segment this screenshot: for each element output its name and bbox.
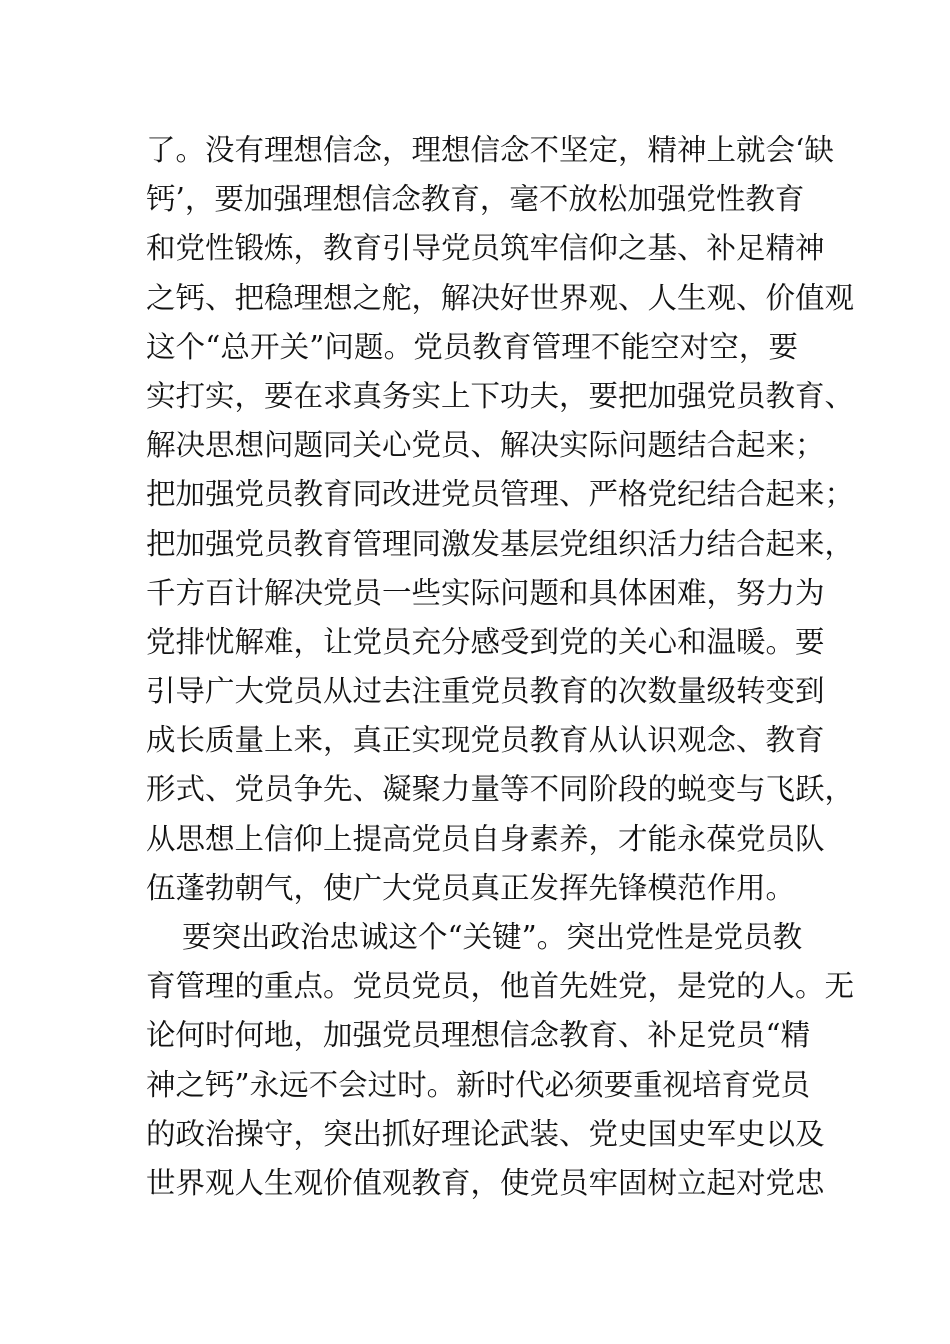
paragraph-first-line: 要突出政治忠诚这个“关键”。突出党性是党员教 [182,920,803,954]
text-line: 引导广大党员从过去注重党员教育的次数量级转变到 [146,674,825,709]
text-line: 千方百计解决党员一些实际问题和具体困难，努力为 [146,575,825,610]
text-line: 育管理的重点。党员党员，他首先姓党，是党的人。无 [146,969,855,1004]
text-line: 神之钙”永远不会过时。新时代必须要重视培育党员 [146,1067,811,1102]
body-text [146,126,855,1208]
text-line: 世界观人生观价值观教育，使党员牢固树立起对党忠 [146,1165,825,1200]
text-line: 伍蓬勃朝气，使广大党员真正发挥先锋模范作用。 [146,870,796,905]
text-line: 了。没有理想信念，理想信念不坚定，精神上就会‘缺 [146,133,834,167]
text-line: 从思想上信仰上提高党员自身素养，才能永葆党员队 [146,821,825,856]
text-line: 钙’，要加强理想信念教育，毫不放松加强党性教育 [146,182,805,217]
text-line: 论何时何地，加强党员理想信念教育、补足党员“精 [146,1018,811,1053]
text-line: 和党性锻炼，教育引导党员筑牢信仰之基、补足精神 [146,231,825,266]
text-line: 把加强党员教育管理同激发基层党组织活力结合起来， [146,526,855,561]
text-line: 之钙、把稳理想之舵，解决好世界观、人生观、价值观 [146,280,855,315]
text-line: 解决思想问题同关心党员、解决实际问题结合起来； [146,428,825,463]
text-line: 成长质量上来，真正实现党员教育从认识观念、教育 [146,723,825,758]
text-line: 形式、党员争先、凝聚力量等不同阶段的蜕变与飞跃， [146,772,855,807]
text-line: 把加强党员教育同改进党员管理、严格党纪结合起来； [146,477,855,512]
text-line: 这个“总开关”问题。党员教育管理不能空对空，要 [146,329,798,364]
text-line: 的政治操守，突出抓好理论武装、党史国史军史以及 [146,1116,825,1151]
text-line: 实打实，要在求真务实上下功夫，要把加强党员教育、 [146,378,855,413]
text-line: 党排忧解难，让党员充分感受到党的关心和温暖。要 [146,624,825,659]
